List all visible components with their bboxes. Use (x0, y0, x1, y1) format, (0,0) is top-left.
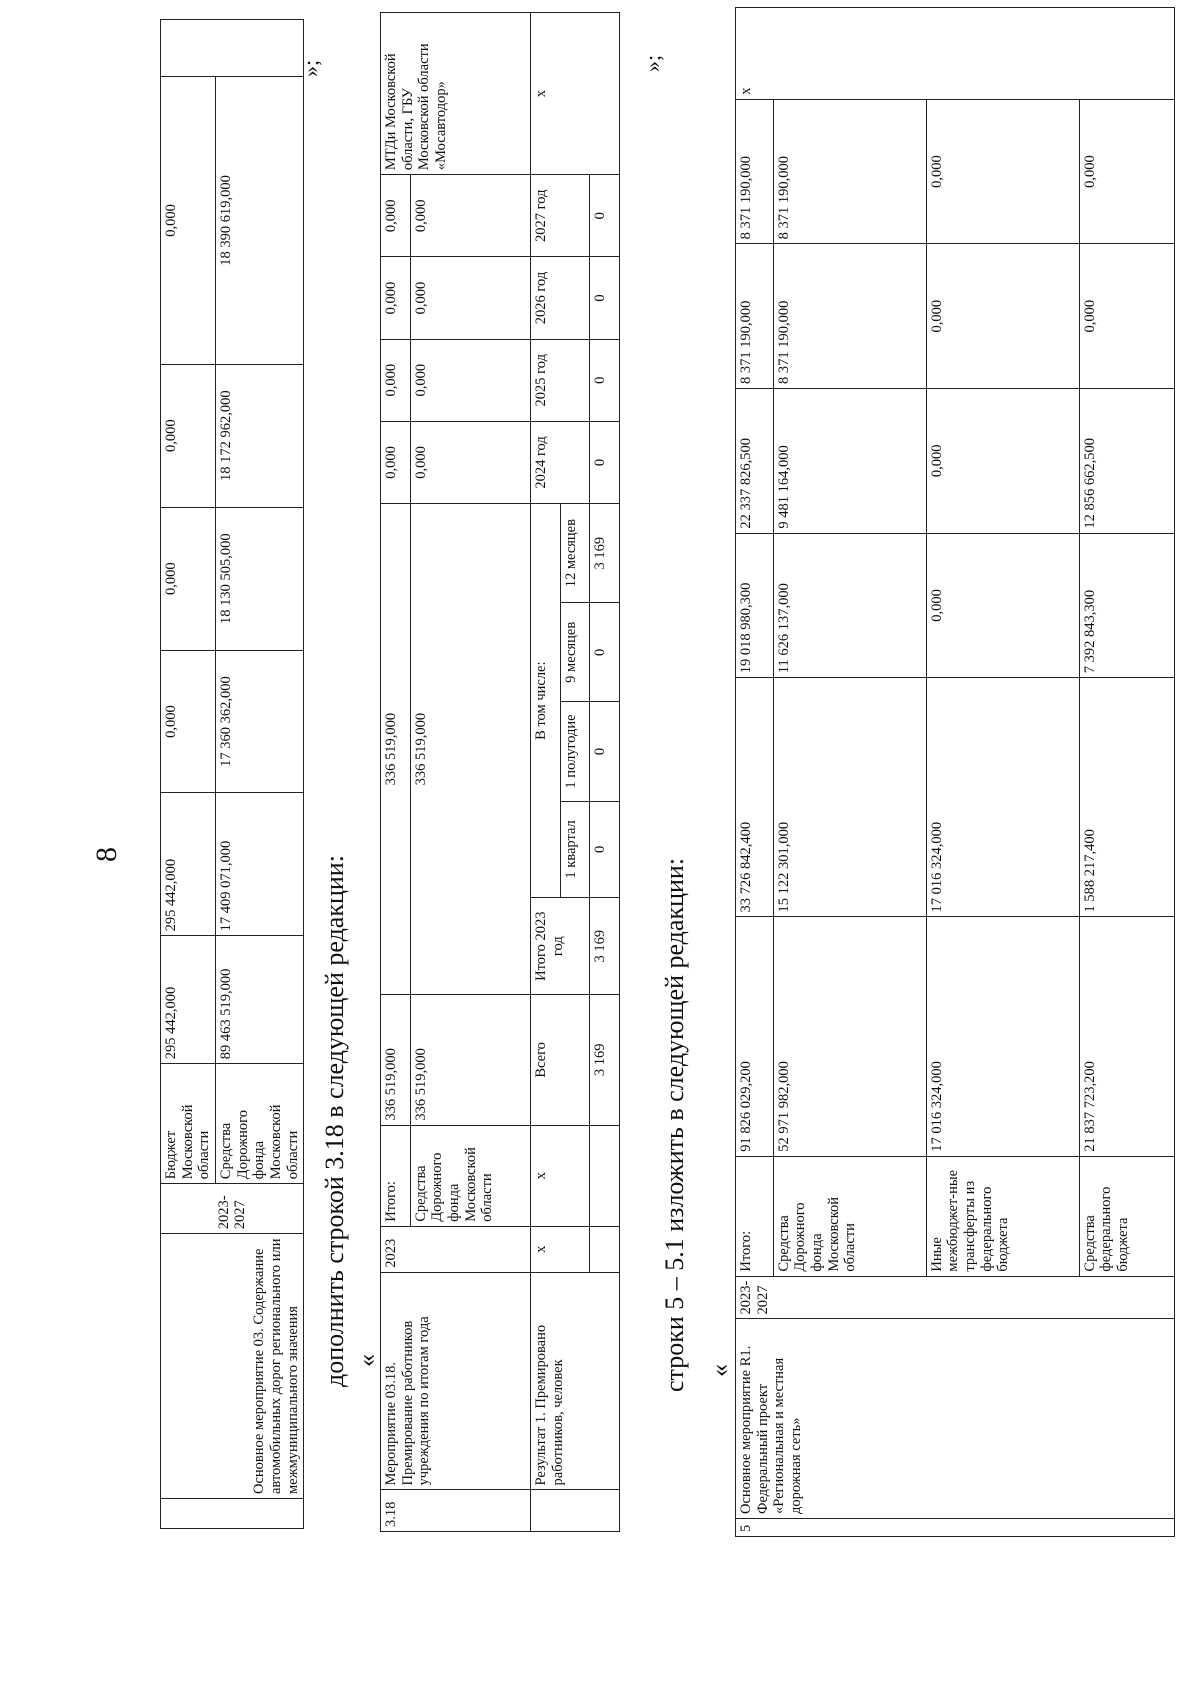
end-quote: »; (298, 59, 323, 77)
table-row: Результат 1. Премировано работников, человек х х Всего Итого 2023 год В том числе: 2024 год 2025 год 2026 год 2027 год х (531, 13, 561, 1532)
table-row: Средства Дорожного фонда Московской области 89 463 519,000 17 409 071,000 17 360 362,000 18 130 505,000 18 172 962,000 18 390 619,000 (216, 20, 304, 1529)
table-row: Основное мероприятие 03. Содержание автомобильных дорог регионального или межмуниципального значения 2023-2027 Бюджет Московской области 295 442,000 295 442,000 0,000 0,000 0,000 0,000 (161, 20, 216, 1529)
result-name: Результат 1. Премировано работников, человек (531, 1272, 620, 1490)
executor: х (736, 8, 1175, 100)
table-row: Средства Дорожного фонда Московской области 336 519,000 336 519,000 0,000 0,000 0,000 0,000 (410, 13, 531, 1532)
table-row: Средства федерального бюджета 21 837 723,200 1 588 217,400 7 392 843,300 12 856 662,500 0,000 0,000 (1079, 8, 1174, 1537)
page-number: 8 (90, 847, 123, 862)
table-row-3-18 (380, 12, 620, 1532)
table-row: 3.18 Мероприятие 03.18. Премирование работников учреждения по итогам года 2023 Итого: 336 519,000 336 519,000 0,000 0,000 0,000 0,000 МТДи Московской области, ГБУ Московской области «Мосавтодор» (381, 13, 411, 1532)
open-quote: « (352, 1354, 381, 1367)
open-quote: « (705, 1364, 734, 1377)
table-row: 1 квартал 1 полугодие 9 месяцев 12 месяцев (560, 13, 590, 1532)
table-event-03 (160, 19, 304, 1529)
event-name: Основное мероприятие R1. Федеральный проект «Региональная и местная дорожная сеть» (736, 1319, 1175, 1519)
event-name: Основное мероприятие 03. Содержание автомобильных дорог регионального или межмуниципального значения (161, 1234, 304, 1499)
table-row: 3 169 3 169 0 0 0 3 169 0 0 0 0 (590, 13, 620, 1532)
end-quote: »; (640, 54, 665, 72)
period: 2023-2027 (161, 1184, 304, 1234)
table-row: Средства Дорожного фонда Московской области 52 971 982,000 15 122 301,000 11 626 137,000 9 481 164,000 8 371 190,000 8 371 190,000 (773, 8, 926, 1537)
heading-add-row: дополнить строкой 3.18 в следующей редакции: (320, 855, 349, 1387)
table-row: Иные межбюджет-ные трансферты из федерального бюджета 17 016 324,000 17 016 324,000 0,000 0,000 0,000 0,000 (926, 8, 1079, 1537)
heading-rows-5: строки 5 – 5.1 изложить в следующей редакции: (660, 857, 689, 1392)
executor: МТДи Московской области, ГБУ Московской области «Мосавтодор» (381, 13, 531, 175)
table-rows-5 (735, 7, 1175, 1537)
table-row: 5 Основное мероприятие R1. Федеральный проект «Региональная и местная дорожная сеть» 2023-2027 Итого: 91 826 029,200 33 726 842,400 19 018 980,300 22 337 826,500 8 371 190,000 8 371 190,000 х (736, 8, 774, 1537)
